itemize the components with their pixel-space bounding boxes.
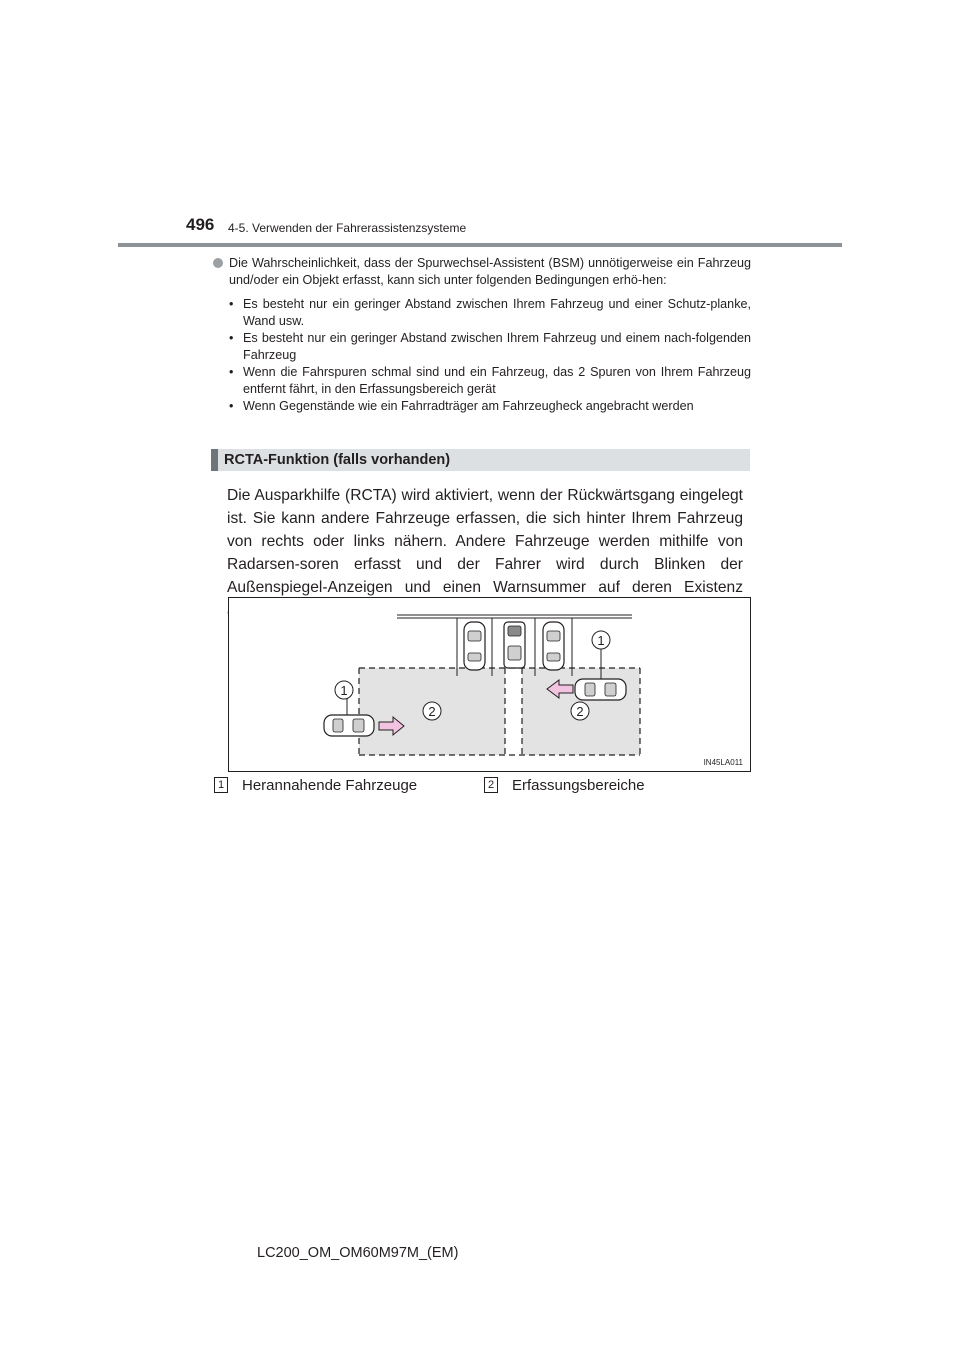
figure-code: IN45LA011 xyxy=(703,758,743,767)
bullet-dot-icon xyxy=(213,258,223,268)
legend-number: 2 xyxy=(484,777,498,793)
parked-car xyxy=(464,622,485,670)
legend-label: Erfassungsbereiche xyxy=(512,777,645,794)
footer-code: LC200_OM_OM60M97M_(EM) xyxy=(257,1245,459,1261)
sub-item-text: Wenn die Fahrspuren schmal sind und ein Fahrzeug, das 2 Spuren von Ihrem Fahrzeug entfernt fährt, in den Erfassungsbereich gerät xyxy=(243,365,751,396)
parking-diagram xyxy=(229,598,750,771)
sub-item xyxy=(229,364,751,398)
sub-item-text: Es besteht nur ein geringer Abstand zwischen Ihrem Fahrzeug und einem nach-folgenden Fahrzeug xyxy=(243,331,751,362)
legend-item xyxy=(484,777,645,794)
callout-1-right-label: 1 xyxy=(597,633,605,648)
bullet-text: Die Wahrscheinlichkeit, dass der Spurwechsel-Assistent (BSM) unnötigerweise ein Fahrzeug und/oder ein Objekt erfasst, kann sich unter folgenden Bedingungen erhö-hen: xyxy=(229,256,751,287)
legend-number: 1 xyxy=(214,777,228,793)
bullet-item xyxy=(213,255,751,289)
header-rule xyxy=(118,243,842,247)
bullet-block xyxy=(213,255,751,415)
section-heading xyxy=(211,449,750,471)
sub-item xyxy=(229,398,751,415)
sub-bullet-icon: • xyxy=(229,331,234,345)
parking-curb xyxy=(397,615,632,618)
sub-item-text: Es besteht nur ein geringer Abstand zwischen Ihrem Fahrzeug und einer Schutz-planke, Wand usw. xyxy=(243,297,751,328)
section-title: 4-5. Verwenden der Fahrerassistenzsysteme xyxy=(228,221,467,235)
approaching-car-right xyxy=(575,679,626,700)
legend-item xyxy=(214,777,417,794)
legend-label: Herannahende Fahrzeuge xyxy=(242,777,418,794)
approaching-car-left xyxy=(324,715,374,736)
rcta-figure xyxy=(228,597,751,772)
section-heading-text: RCTA-Funktion (falls vorhanden) xyxy=(224,452,451,468)
sub-bullet-icon: • xyxy=(229,365,234,379)
sub-item-text: Wenn Gegenstände wie ein Fahrradträger am Fahrzeugheck angebracht werden xyxy=(243,399,694,413)
parked-car xyxy=(543,622,564,670)
sub-item xyxy=(229,296,751,330)
body-paragraph: Die Ausparkhilfe (RCTA) wird aktiviert, wenn der Rückwärtsgang eingelegt ist. Sie kann andere Fahrzeuge erfassen, die sich hinter Ihrem Fahrzeug von rechts oder links nähern. Andere Fahrzeuge werden mithilfe von Radarsen-soren erfasst und der Fahrer wird durch Blinken der Außenspiegel-Anzeigen und einen Warnsummer auf deren Existenz xyxy=(227,487,743,596)
heading-bar xyxy=(211,449,218,471)
sub-item xyxy=(229,330,751,364)
own-vehicle xyxy=(504,622,525,668)
callout-1-left-label: 1 xyxy=(340,683,348,698)
sub-list xyxy=(213,296,751,415)
callout-2-left-label: 2 xyxy=(428,704,436,719)
sub-bullet-icon: • xyxy=(229,297,234,311)
page-number: 496 xyxy=(186,215,215,234)
callout-2-right-label: 2 xyxy=(576,704,584,719)
sub-bullet-icon: • xyxy=(229,399,234,413)
